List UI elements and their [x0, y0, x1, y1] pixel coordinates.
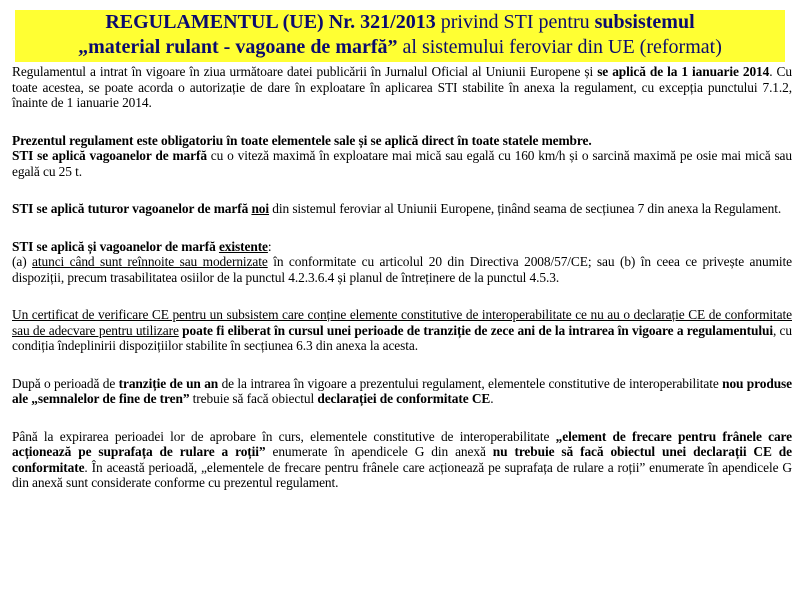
paragraph-binding [12, 133, 792, 149]
p8-text4: . [490, 391, 494, 406]
p9-text2: enumerate în apendicele G din anexă [265, 444, 493, 459]
p5-bold1: STI se aplică și vagoanelor de marfă [12, 238, 219, 254]
p1-text1: Regulamentul a intrat în vigoare în ziua următoare datei publicării în Jurnalul Oficial al Uniunii Europene și [12, 64, 598, 79]
p5-text1: : [267, 238, 272, 254]
p2-bold1: Prezentul regulament este obligatoriu în toate elementele sale și se aplică direct în toate statele membre. [12, 132, 592, 148]
title-banner [15, 10, 785, 62]
p6-text2: în conformitate cu articolul 20 din Directiva 2008/57/CE; sau (b) în ceea ce privește anumite dispoziții, precum trasabilitatea osiilor de la punctul 4.2.3.6.4 și planul de întreținere de la punctul 4.5.3. [12, 254, 792, 285]
p6-text1: (a) [12, 254, 33, 269]
p6-underline: atunci când sunt reînnoite sau modernizate [32, 254, 268, 269]
title-part3: subsistemul [594, 11, 695, 33]
paragraph-friction-elements [12, 429, 792, 491]
title-part4: „material rulant - vagoane de marfă” [78, 36, 398, 58]
p5-bold-underline: existente [218, 238, 268, 254]
paragraph-new-wagons [12, 201, 792, 217]
paragraph-existing-conditions [12, 254, 792, 285]
paragraph-transition-one-year [12, 376, 792, 407]
p3-text1: cu o viteză maximă în exploatare mai mică sau egală cu 160 km/h și o sarcină maximă pe osie mai mică sau egală cu 25 t. [12, 148, 792, 179]
paragraph-ec-certificate [12, 307, 792, 354]
p9-text3: . În această perioadă, „elementele de frecare pentru frânele care acționează pe suprafața de rulare a roții” enumerate în apendicele G din anexă sunt considerate conforme cu prezentul regulament. [12, 459, 792, 490]
p7-underline: Un certificat de verificare CE pentru un subsistem care conține elemente constitutive de interoperabilitate ce nu au o declarație CE de conformitate sau de adecvare pentru utilizare [12, 307, 792, 338]
p8-text3: trebuie să facă obiectul [189, 391, 318, 406]
p8-bold3: declarației de conformitate CE [317, 391, 491, 406]
p8-bold1: tranziție de un an [118, 375, 219, 391]
title-part1: REGULAMENTUL (UE) Nr. 321/2013 [105, 11, 436, 33]
p9-bold1: „element de frecare pentru frânele care acționează pe suprafața de rulare a roții” [12, 428, 793, 459]
p3-bold1: STI se aplică vagoanelor de marfă [12, 148, 207, 163]
p4-bold-underline: noi [251, 201, 270, 216]
p1-text2: . Cu toate acestea, se poate acorda o autorizație de dare în exploatare în aplicarea STI stabilite în anexa la regulament, cu excepția punctului 7.1.2, înainte de 1 ianuarie 2014. [12, 64, 792, 110]
document-body [12, 64, 792, 491]
p8-bold2: nou produse ale „semnalelor de fine de tren” [12, 375, 792, 406]
paragraph-applicability-date [12, 64, 792, 111]
title-part5: al sistemului feroviar din UE (reformat) [397, 36, 722, 58]
p9-bold2: nu trebuie să facă obiectul unei declarații CE de conformitate [12, 444, 792, 475]
p8-text2: de la intrarea în vigoare a prezentului regulament, elementele constitutive de interoperabilitate [218, 375, 723, 391]
p1-bold1: se aplică de la 1 ianuarie 2014 [597, 64, 770, 79]
p4-bold1: STI se aplică tuturor vagoanelor de marfă [12, 201, 252, 216]
p7-text1: , cu condiția îndeplinirii dispozițiilor stabilite în secțiunea 6.3 din anexa la acesta. [12, 322, 792, 353]
p4-text1: din sistemul feroviar al Uniunii Europene, ținând seama de secțiunea 7 din anexa la Regulament. [269, 201, 782, 216]
p9-text1: Până la expirarea perioadei lor de aprobare în curs, elementele constitutive de interoperabilitate [12, 428, 556, 444]
title-part2: privind STI pentru [435, 11, 595, 33]
paragraph-existing-wagons [12, 239, 792, 255]
p8-text1: După o perioadă de [12, 375, 119, 391]
paragraph-scope-speed [12, 148, 792, 179]
p7-bold1: poate fi eliberat în cursul unei perioade de tranziție de zece ani de la intrarea în vigoare a regulamentului [178, 322, 773, 338]
